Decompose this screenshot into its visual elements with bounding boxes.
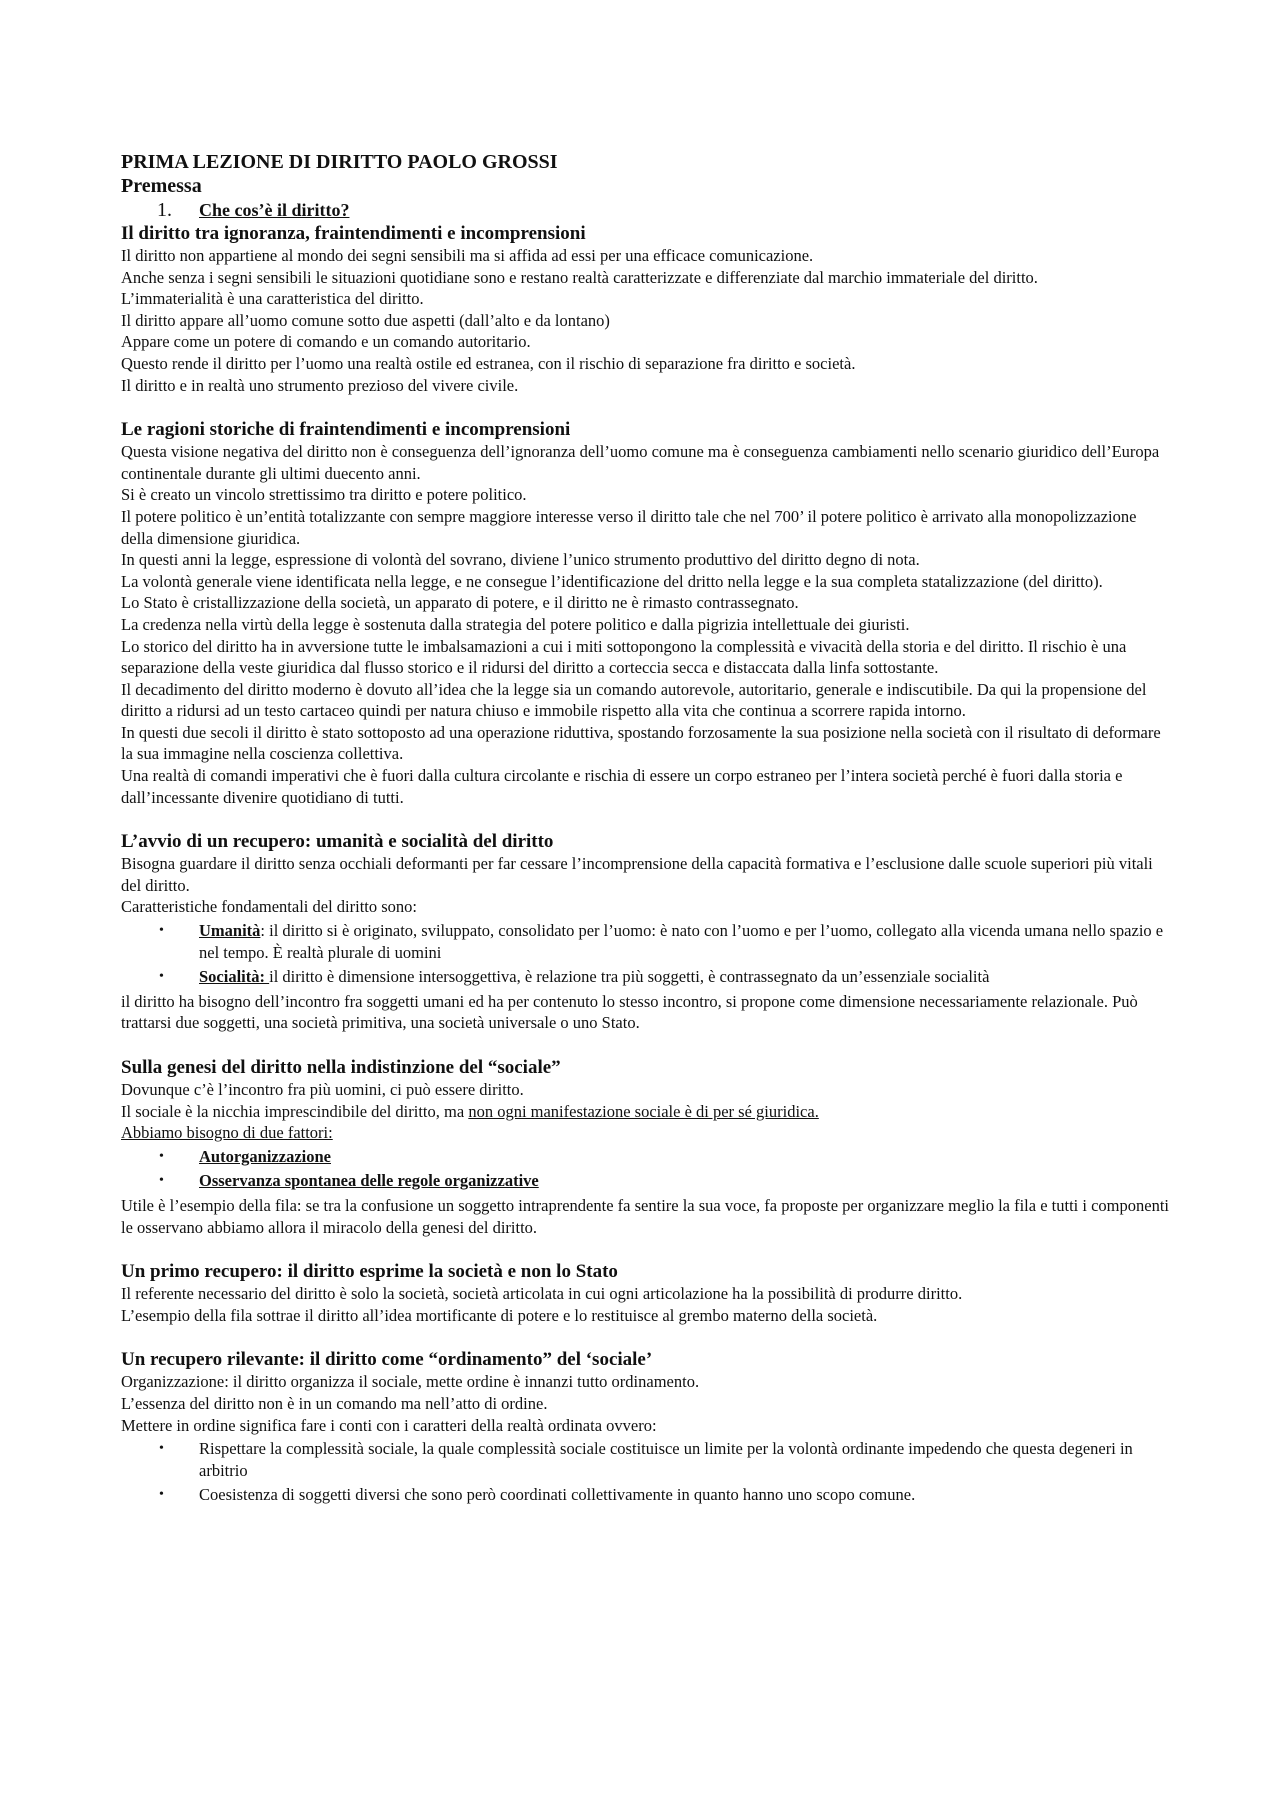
list-item-text: Coesistenza di soggetti diversi che sono però coordinati collettivamente in quanto hanno uno scopo comune. (199, 1485, 916, 1505)
paragraph: Il referente necessario del diritto è solo la società, società articolata in cui ogni articolazione ha la possibilità di produrre diritto. (121, 1284, 963, 1304)
paragraph: La volontà generale viene identificata nella legge, e ne consegue l’identificazione del dritto nella legge e la sua completa statalizzazione (del diritto). (121, 571, 1103, 591)
bullet-icon: • (159, 1148, 164, 1164)
list-item (121, 1146, 1171, 1168)
section-ragioni-storiche (121, 418, 1171, 808)
paragraph: Lo Stato è cristallizzazione della società, un apparato di potere, e il diritto ne è rimasto contrassegnato. (121, 593, 799, 613)
bullet-icon: • (159, 1173, 164, 1189)
section-heading: Le ragioni storiche di fraintendimenti e incomprensioni (121, 419, 571, 441)
paragraph: Questa visione negativa del diritto non è conseguenza dell’ignoranza dell’uomo comune ma è conseguenza cambiamenti nello scenario giuridico dell’Europa continentale durante gli ultimi duecento anni. (121, 442, 1160, 483)
bullet-list (121, 920, 1171, 988)
paragraph: Utile è l’esempio della fila: se tra la confusione un soggetto intraprendente fa sentire la sua voce, fa proposte per organizzare meglio la fila e tutti i componenti le osservano abbiamo allora il miracolo della genesi del diritto. (121, 1195, 1169, 1237)
section-heading: Il diritto tra ignoranza, fraintendimenti e incomprensioni (121, 223, 586, 244)
paragraph: In questi due secoli il diritto è stato sottoposto ad una operazione riduttiva, spostando forzosamente la sua posizione nella società con il risultato di deformare la sua immagine nella coscienza collettiva. (121, 722, 1161, 764)
list-item (121, 920, 1171, 963)
bullet-icon: • (159, 969, 164, 985)
paragraph: In questi anni la legge, espressione di volontà del sovrano, diviene l’unico strumento produttivo del diritto degno di nota. (121, 550, 920, 570)
section-ignoranza (121, 222, 1171, 396)
document-page (121, 150, 1171, 1509)
section-primo-recupero (121, 1260, 1171, 1326)
bullet-icon: • (159, 1487, 164, 1503)
paragraph: Anche senza i segni sensibili le situazioni quotidiane sono e restano realtà caratterizzate e differenziate dal marchio immateriale del diritto. (121, 267, 1038, 287)
bullet-list (121, 1438, 1171, 1506)
paragraph: Dovunque c’è l’incontro fra più uomini, ci può essere diritto. (121, 1080, 524, 1099)
bullet-list (121, 1146, 1171, 1192)
bullet-icon: • (159, 1441, 164, 1457)
paragraph: Una realtà di comandi imperativi che è fuori dalla cultura circolante e rischia di essere un corpo estraneo per l’intera società perché è fuori dalla storia e dall’incessante divenire quotidiano di tutti. (121, 766, 1123, 807)
paragraph: Si è creato un vincolo strettissimo tra diritto e potere politico. (121, 485, 527, 505)
paragraph: Caratteristiche fondamentali del diritto sono: (121, 897, 418, 917)
list-item (121, 966, 1171, 988)
list-item-term: Umanità (199, 921, 261, 941)
paragraph: Bisogna guardare il diritto senza occhiali deformanti per far cessare l’incomprensione della capacità formativa e l’esclusione dalle scuole superiori più vitali del diritto. (121, 854, 1153, 895)
paragraph: Il diritto e in realtà uno strumento prezioso del vivere civile. (121, 375, 519, 395)
list-item (121, 1484, 1171, 1506)
list-item-text: il diritto è dimensione intersoggettiva, è relazione tra più soggetti, è contrassegnato da un’essenziale socialità (269, 967, 990, 987)
list-item (121, 1170, 1171, 1192)
section-ordinamento (121, 1348, 1171, 1506)
bullet-icon: • (159, 923, 164, 939)
numbered-heading-number: 1. (157, 199, 172, 221)
paragraph: Lo storico del diritto ha in avversione tutte le imbalsamazioni a cui i miti sottopongono la complessità e vivacità della storia e del diritto. Il rischio è una separazione della veste giuridica dal flusso storico e il ridursi del diritto a corteccia secca e distaccata dalla linfa sottostante. (121, 636, 1127, 678)
paragraph: L’esempio della fila sottrae il diritto all’idea mortificante di potere e lo restituisce al grembo materno della società. (121, 1305, 878, 1325)
section-umanita-socialita (121, 830, 1171, 1034)
list-item-term: Socialità: (199, 967, 270, 987)
paragraph: Il potere politico è un’entità totalizzante con sempre maggiore interesse verso il diritto tale che nel 700’ il potere politico è arrivato alla monopolizzazione della dimensione giuridica. (121, 506, 1137, 548)
paragraph: Il diritto non appartiene al mondo dei segni sensibili ma si affida ad essi per una efficace comunicazione. (121, 246, 814, 265)
list-item-term: Osservanza spontanea delle regole organizzative (199, 1171, 539, 1191)
paragraph: Abbiamo bisogno di due fattori: (121, 1123, 333, 1143)
paragraph: L’essenza del diritto non è in un comando ma nell’atto di ordine. (121, 1393, 548, 1413)
document-title: PRIMA LEZIONE DI DIRITTO PAOLO GROSSI (121, 151, 558, 173)
paragraph: Mettere in ordine significa fare i conti con i caratteri della realtà ordinata ovvero: (121, 1415, 657, 1435)
list-item-text: Rispettare la complessità sociale, la quale complessità sociale costituisce un limite per la volontà ordinante impedendo che questa degeneri in arbitrio (199, 1439, 1133, 1480)
paragraph: Il diritto appare all’uomo comune sotto due aspetti (dall’alto e da lontano) (121, 310, 610, 330)
section-heading: Un primo recupero: il diritto esprime la società e non lo Stato (121, 1261, 618, 1283)
section-heading: Sulla genesi del diritto nella indistinzione del “sociale” (121, 1057, 561, 1078)
numbered-heading-text: Che cos’è il diritto? (199, 200, 350, 220)
list-item-text: : il diritto si è originato, sviluppato, consolidato per l’uomo: è nato con l’uomo e per l’uomo, collegato alla vicenda umana nello spazio e nel tempo. È realtà plurale di uomini (199, 921, 1164, 962)
paragraph: Appare come un potere di comando e un comando autoritario. (121, 332, 531, 352)
list-item-term: Autorganizzazione (199, 1146, 331, 1166)
paragraph: La credenza nella virtù della legge è sostenuta dalla strategia del potere politico e dalla pigrizia intellettuale dei giuristi. (121, 614, 910, 634)
list-item (121, 1438, 1171, 1481)
paragraph: L’immaterialità è una caratteristica del diritto. (121, 289, 424, 309)
section-heading: L’avvio di un recupero: umanità e socialità del diritto (121, 831, 554, 853)
paragraph: Questo rende il diritto per l’uomo una realtà ostile ed estranea, con il rischio di separazione fra diritto e società. (121, 353, 856, 373)
paragraph: il diritto ha bisogno dell’incontro fra soggetti umani ed ha per contenuto lo stesso incontro, si propone come dimensione necessariamente relazionale. Può trattarsi due soggetti, una società primitiva, una società universale o uno Stato. (121, 991, 1138, 1033)
paragraph (121, 1101, 1171, 1123)
document-subtitle: Premessa (121, 175, 202, 197)
section-genesi (121, 1056, 1171, 1238)
paragraph: Il decadimento del diritto moderno è dovuto all’idea che la legge sia un comando autorevole, autoritario, generale e indiscutibile. Da qui la propensione del diritto a ridursi ad un testo cartaceo quindi per natura chiuso e immobile rispetto alla vita che continua a scorrere rapida intorno. (121, 679, 1147, 721)
numbered-heading (157, 198, 1171, 222)
underlined-text: non ogni manifestazione sociale è di per sé giuridica. (468, 1101, 819, 1121)
section-heading: Un recupero rilevante: il diritto come “ordinamento” del ‘sociale’ (121, 1349, 653, 1371)
paragraph-text: Il sociale è la nicchia imprescindibile del diritto, ma (121, 1101, 469, 1121)
paragraph: Organizzazione: il diritto organizza il sociale, mette ordine è innanzi tutto ordinamento. (121, 1372, 700, 1392)
